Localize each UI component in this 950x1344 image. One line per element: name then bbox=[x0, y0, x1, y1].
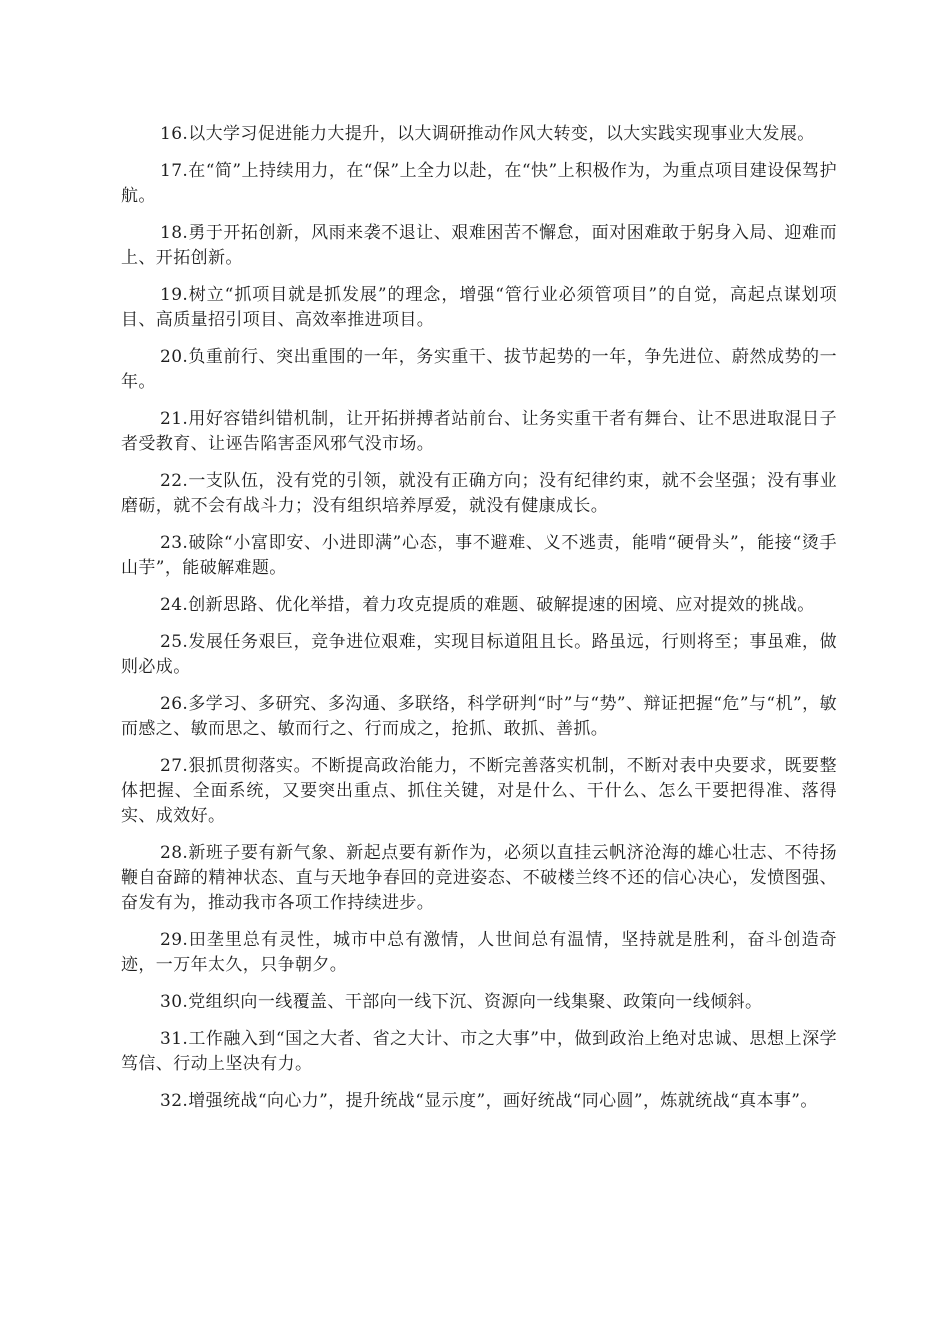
paragraph-24: 24.创新思路、优化举措，着力攻克提质的难题、破解提速的困境、应对提效的挑战。 bbox=[160, 595, 815, 615]
paragraph-22: 22.一支队伍，没有党的引领，就没有正确方向；没有纪律约束，就不会坚强；没有事业磨砺，就不会有战斗力；没有组织培养厚爱，就没有健康成长。 bbox=[121, 471, 837, 516]
paragraph-17: 17.在“简”上持续用力，在“保”上全力以赴，在“快”上积极作为，为重点项目建设保驾护航。 bbox=[121, 161, 837, 206]
paragraph-21: 21.用好容错纠错机制，让开拓拼搏者站前台、让务实重干者有舞台、让不思进取混日子者受教育、让诬告陷害歪风邪气没市场。 bbox=[121, 409, 837, 454]
paragraph-25: 25.发展任务艰巨，竞争进位艰难，实现目标道阻且长。路虽远，行则将至；事虽难，做则必成。 bbox=[121, 632, 837, 677]
paragraph-23: 23.破除“小富即安、小进即满”心态，事不避难、义不逃责，能啃“硬骨头”，能接“烫手山芋”，能破解难题。 bbox=[121, 533, 837, 578]
paragraph-20: 20.负重前行、突出重围的一年，务实重干、拔节起势的一年，争先进位、蔚然成势的一年。 bbox=[121, 347, 837, 392]
paragraph-31: 31.工作融入到“国之大者、省之大计、市之大事”中，做到政治上绝对忠诚、思想上深学笃信、行动上坚决有力。 bbox=[121, 1029, 837, 1074]
paragraph-16: 16.以大学习促进能力大提升，以大调研推动作风大转变，以大实践实现事业大发展。 bbox=[160, 124, 815, 144]
paragraph-18: 18.勇于开拓创新，风雨来袭不退让、艰难困苦不懈怠，面对困难敢于躬身入局、迎难而上、开拓创新。 bbox=[121, 223, 837, 268]
document-page bbox=[121, 122, 837, 1126]
paragraph-28: 28.新班子要有新气象、新起点要有新作为，必须以直挂云帆济沧海的雄心壮志、不待扬鞭自奋蹄的精神状态、直与天地争春回的竞进姿态、不破楼兰终不还的信心决心，发愤图强、奋发有为，推动我市各项工作持续进步。 bbox=[121, 843, 837, 913]
paragraph-19: 19.树立“抓项目就是抓发展”的理念，增强“管行业必须管项目”的自觉，高起点谋划项目、高质量招引项目、高效率推进项目。 bbox=[121, 285, 837, 330]
paragraph-30: 30.党组织向一线覆盖、干部向一线下沉、资源向一线集聚、政策向一线倾斜。 bbox=[160, 992, 763, 1012]
paragraph-26: 26.多学习、多研究、多沟通、多联络，科学研判“时”与“势”、辩证把握“危”与“机”，敏而感之、敏而思之、敏而行之、行而成之，抢抓、敢抓、善抓。 bbox=[121, 694, 837, 739]
paragraph-29: 29.田垄里总有灵性，城市中总有激情，人世间总有温情，坚持就是胜利，奋斗创造奇迹，一万年太久，只争朝夕。 bbox=[121, 930, 837, 975]
paragraph-32: 32.增强统战“向心力”，提升统战“显示度”，画好统战“同心圆”，炼就统战“真本事”。 bbox=[160, 1091, 818, 1111]
paragraph-27: 27.狠抓贯彻落实。不断提高政治能力，不断完善落实机制，不断对表中央要求，既要整体把握、全面系统，又要突出重点、抓住关键，对是什么、干什么、怎么干要把得准、落得实、成效好。 bbox=[121, 756, 837, 826]
